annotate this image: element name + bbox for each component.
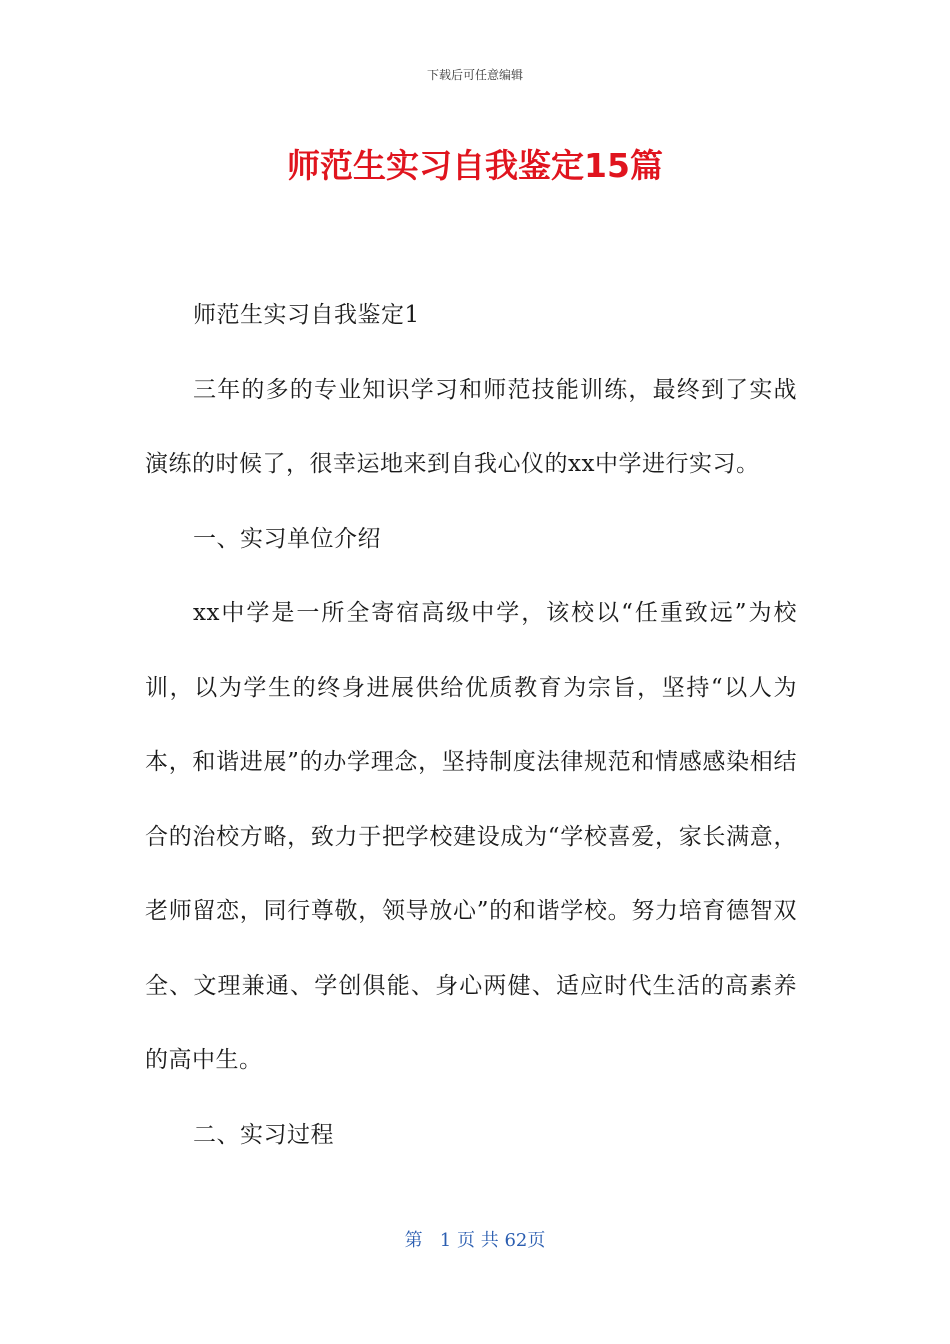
header-note: 下载后可任意编辑 (426, 68, 523, 82)
page-footer (0, 1226, 950, 1252)
section-heading: 一、实习单位介绍 (193, 525, 381, 552)
document-body (145, 278, 797, 1172)
section-heading: 二、实习过程 (193, 1121, 334, 1148)
footer-prefix: 第 (404, 1230, 423, 1251)
total-pages-number: 62 (504, 1230, 528, 1251)
body-paragraph: 三年的多的专业知识学习和师范技能训练，最终到了实战演练的时候了，很幸运地来到自我心仪的xx中学进行实习。 (145, 376, 797, 477)
body-paragraph: xx中学是一所全寄宿高级中学，该校以“任重致远”为校训，以为学生的终身进展供给优质教育为宗旨，坚持“以人为本，和谐进展”的办学理念，坚持制度法律规范和情感感染相结合的治校方略，致力于把学校建设成为“学校喜爱，家长满意，老师留恋，同行尊敬，领导放心”的和谐学校。努力培育德智双全、文理兼通、学创俱能、身心两健、适应时代生活的高素养的高中生。 (145, 600, 797, 1073)
footer-suffix: 页 (527, 1230, 546, 1251)
footer-mid: 页 共 (456, 1230, 499, 1251)
current-page-number: 1 (439, 1230, 452, 1251)
section-heading: 师范生实习自我鉴定1 (193, 302, 420, 328)
document-title: 师范生实习自我鉴定15篇 (287, 146, 663, 185)
